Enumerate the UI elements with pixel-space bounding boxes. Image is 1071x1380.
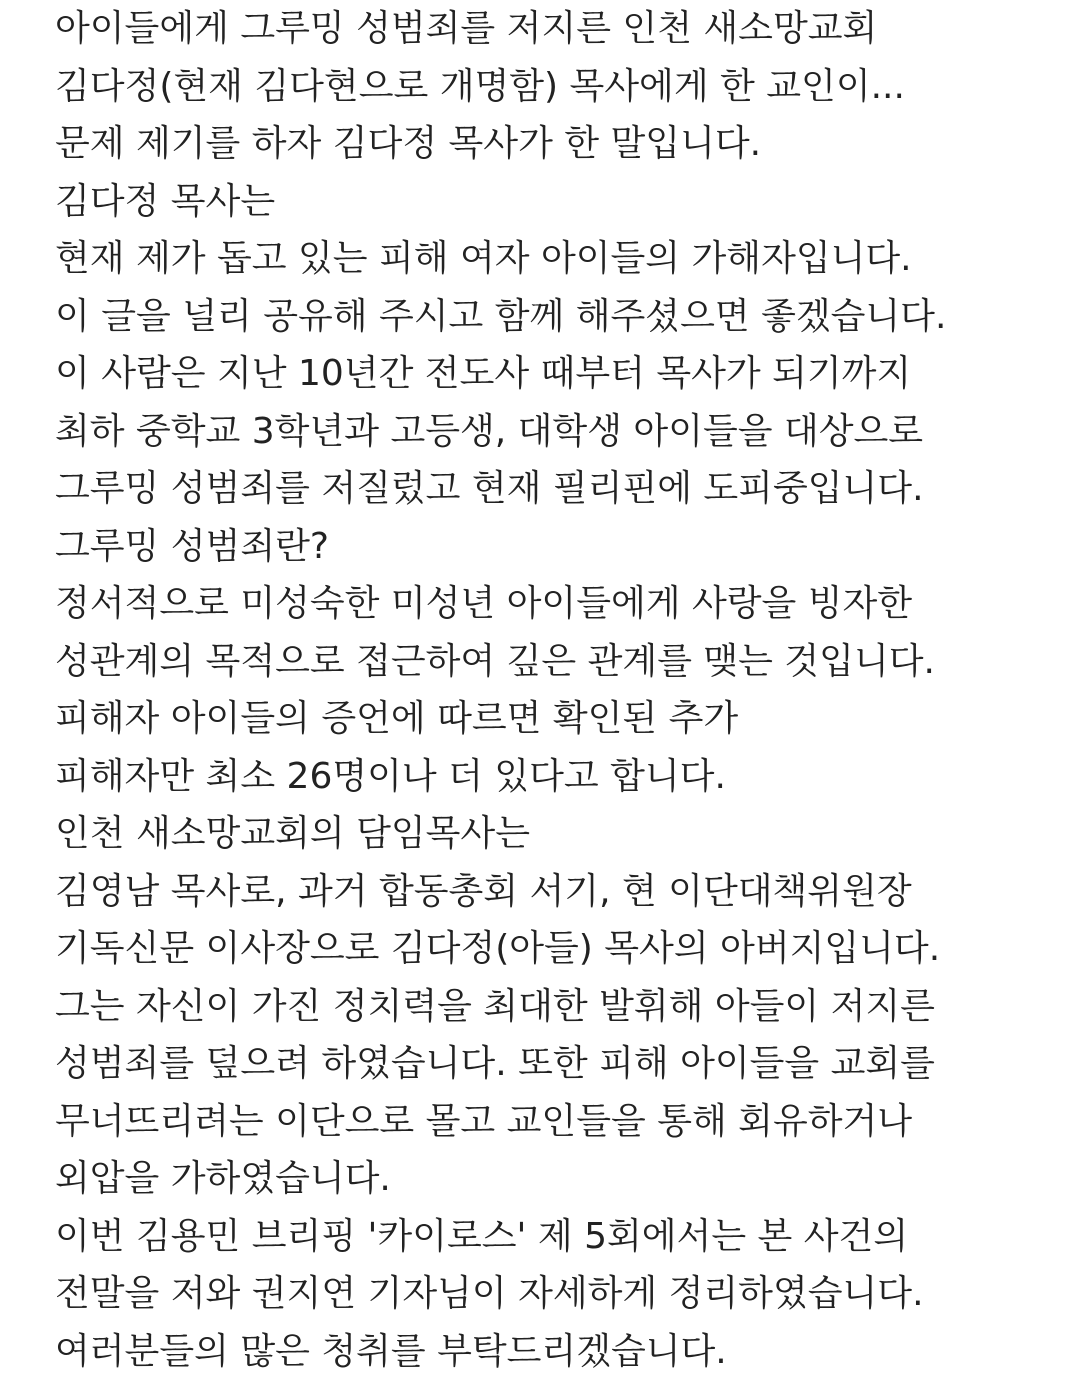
post-line: 그루밍 성범죄란? — [55, 518, 1065, 576]
post-line: 이 글을 널리 공유해 주시고 함께 해주셨으면 좋겠습니다. — [55, 288, 1065, 346]
post-line: 인천 새소망교회의 담임목사는 — [55, 805, 1065, 863]
post-line: 그루밍 성범죄를 저질렀고 현재 필리핀에 도피중입니다. — [55, 460, 1065, 518]
post-line: 현재 제가 돕고 있는 피해 여자 아이들의 가해자입니다. — [55, 230, 1065, 288]
post-line: 아이들에게 그루밍 성범죄를 저지른 인천 새소망교회 — [55, 0, 1065, 58]
post-line: 무너뜨리려는 이단으로 몰고 교인들을 통해 회유하거나 — [55, 1093, 1065, 1151]
post-line: 기독신문 이사장으로 김다정(아들) 목사의 아버지입니다. — [55, 920, 1065, 978]
post-line: 성범죄를 덮으려 하였습니다. 또한 피해 아이들을 교회를 — [55, 1035, 1065, 1093]
post-line: 외압을 가하였습니다. — [55, 1150, 1065, 1208]
post-line: 전말을 저와 권지연 기자님이 자세하게 정리하였습니다. — [55, 1265, 1065, 1323]
post-line: 여러분들의 많은 청취를 부탁드리겠습니다. — [55, 1323, 1065, 1380]
post-line: 이번 김용민 브리핑 '카이로스' 제 5회에서는 본 사건의 — [55, 1208, 1065, 1266]
post-line: 성관계의 목적으로 접근하여 깊은 관계를 맺는 것입니다. — [55, 633, 1065, 691]
post-line: 피해자 아이들의 증언에 따르면 확인된 추가 — [55, 690, 1065, 748]
post-body — [55, 0, 1065, 1380]
post-line: 김다정 목사는 — [55, 173, 1065, 231]
post-line: 피해자만 최소 26명이나 더 있다고 합니다. — [55, 748, 1065, 806]
post-line: 그는 자신이 가진 정치력을 최대한 발휘해 아들이 저지른 — [55, 978, 1065, 1036]
post-line: 김다정(현재 김다현으로 개명함) 목사에게 한 교인이... — [55, 58, 1065, 116]
post-line: 문제 제기를 하자 김다정 목사가 한 말입니다. — [55, 115, 1065, 173]
post-line: 정서적으로 미성숙한 미성년 아이들에게 사랑을 빙자한 — [55, 575, 1065, 633]
post-line: 이 사람은 지난 10년간 전도사 때부터 목사가 되기까지 — [55, 345, 1065, 403]
post-line: 김영남 목사로, 과거 합동총회 서기, 현 이단대책위원장 — [55, 863, 1065, 921]
post-line: 최하 중학교 3학년과 고등생, 대학생 아이들을 대상으로 — [55, 403, 1065, 461]
